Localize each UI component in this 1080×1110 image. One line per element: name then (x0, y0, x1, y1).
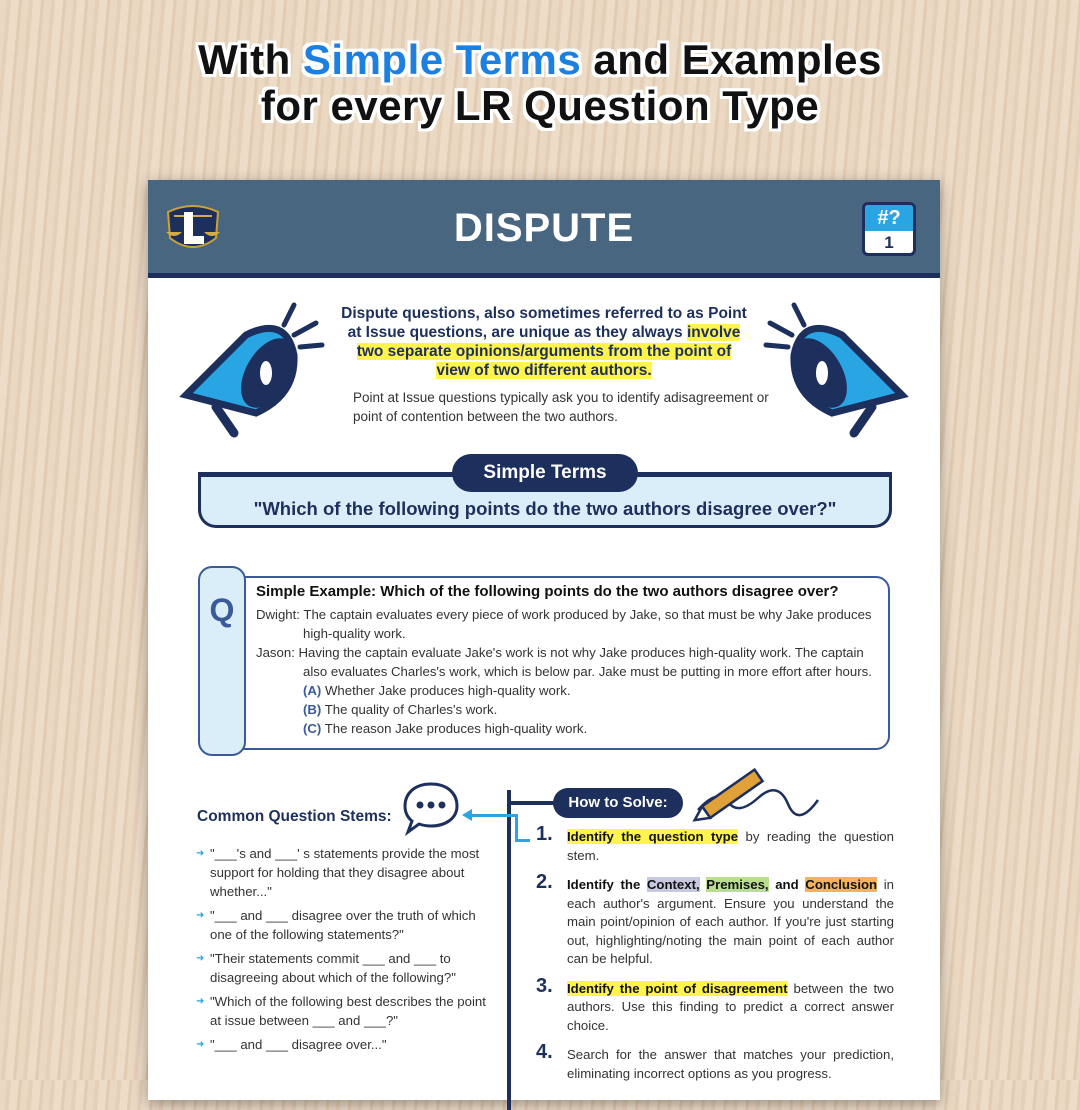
example-body (256, 582, 876, 738)
megaphone-icon (762, 295, 912, 440)
option-letter: (A) (303, 683, 322, 698)
simple-terms-label: Simple Terms (452, 454, 638, 492)
headline-line-1 (0, 36, 1080, 84)
page-title: DISPUTE (453, 206, 635, 250)
stem-item (196, 949, 496, 987)
arrow-icon: ➜ (196, 953, 205, 964)
intro-text: Dispute questions, also sometimes referred to as Point at Issue questions, are unique as they always (341, 305, 747, 341)
step-number: 1. (536, 823, 553, 845)
intro-sub: Point at Issue questions typically ask you to identify adisagreement or point of contention between the two authors. (353, 390, 769, 424)
step-3 (536, 974, 894, 1036)
intro-bold (338, 304, 750, 380)
step-number: 3. (536, 974, 553, 997)
pencil-icon (688, 768, 838, 828)
answer-option-a (256, 681, 876, 700)
stems-list (196, 844, 496, 1059)
stem-text: "Which of the following best describes the point at issue between ___ and ___?" (210, 994, 486, 1028)
step-text: between the two authors. Use this finding to predict a correct answer choice. (567, 980, 894, 1033)
premises-highlight: Premises, (706, 877, 769, 892)
stem-item (196, 992, 496, 1030)
step-text: Identify the (567, 877, 647, 892)
question-number-badge (862, 202, 916, 256)
dwight-text-cont: high-quality work. (303, 626, 406, 641)
context-highlight: Context, (646, 877, 700, 892)
arrow-icon: ➜ (196, 910, 205, 921)
step-number: 2. (536, 871, 553, 893)
headline-text: and Examples (581, 36, 882, 83)
stem-item (196, 844, 496, 901)
headline-accent: Simple Terms (302, 36, 582, 83)
badge-top: #? (865, 205, 913, 231)
jason-text-cont: also evaluates Charles's work, which is below par. Jake must be putting in more effort after hours. (303, 664, 872, 679)
step-highlight: Identify the point of disagreement (567, 980, 788, 996)
stem-item (196, 1035, 496, 1054)
arrow-left-icon (462, 809, 472, 821)
jason-text: Jason: Having the captain evaluate Jake's work is not why Jake produces high-quality work. The captain (256, 645, 864, 660)
arrow-icon: ➜ (196, 1039, 205, 1050)
option-text: Whether Jake produces high-quality work. (321, 683, 571, 698)
headline-line-2: for every LR Question Type (260, 82, 820, 129)
step-text: in each author's argument. Ensure you understand the main point/opinion of each author. If you're just starting out, highlighting/noting the main point of each author can be helpful. (567, 877, 894, 966)
step-number: 4. (536, 1041, 553, 1063)
step-text: Search for the answer that matches your prediction, eliminating incorrect options as you progress. (567, 1047, 894, 1081)
conclusion-highlight: Conclusion (805, 877, 878, 892)
dwight-text: Dwight: The captain evaluates every piece of work produced by Jake, so that must be why Jake produces (256, 607, 872, 622)
arrow-icon: ➜ (196, 996, 205, 1007)
arrow-icon: ➜ (196, 848, 205, 859)
intro-highlight: involve two separate opinions/arguments from the point of view of two different authors. (356, 324, 741, 379)
headline-text: With (198, 36, 303, 83)
divider-branch (507, 801, 557, 805)
step-text: and (768, 877, 806, 892)
stems-title: Common Question Stems: (197, 808, 392, 825)
option-letter: (B) (303, 702, 322, 717)
answer-option-c (256, 719, 876, 738)
connector-line (470, 814, 518, 842)
solve-steps (536, 823, 894, 1094)
how-to-solve-label: How to Solve: (553, 788, 683, 818)
step-4 (536, 1041, 894, 1083)
connector-line (516, 839, 530, 842)
q-tab: Q (198, 566, 246, 756)
option-letter: (C) (303, 721, 322, 736)
step-1 (536, 823, 894, 865)
sheet-header (148, 180, 940, 278)
step-text: by reading the question stem. (567, 829, 894, 863)
answer-option-b (256, 700, 876, 719)
stem-text: "___'s and ___' s statements provide the most support for holding that they disagree about whether..." (210, 846, 480, 899)
option-text: The reason Jake produces high-quality work. (321, 721, 588, 736)
stem-text: "___ and ___ disagree over the truth of which one of the following statements?" (210, 908, 476, 942)
step-highlight: Identify the question type (567, 829, 739, 844)
stem-item (196, 906, 496, 944)
option-text: The quality of Charles's work. (321, 702, 498, 717)
stem-text: "Their statements commit ___ and ___ to disagreeing about which of the following?" (210, 951, 456, 985)
stem-text: "___ and ___ disagree over..." (210, 1037, 387, 1052)
step-2 (536, 871, 894, 969)
simple-terms-question: "Which of the following points do the two authors disagree over?" (253, 498, 837, 519)
megaphone-icon (176, 295, 326, 440)
example-title: Simple Example: Which of the following points do the two authors disagree over? (256, 583, 839, 600)
speech-bubble-icon (402, 780, 460, 836)
cheat-sheet (148, 180, 940, 1100)
badge-number: 1 (884, 233, 894, 252)
